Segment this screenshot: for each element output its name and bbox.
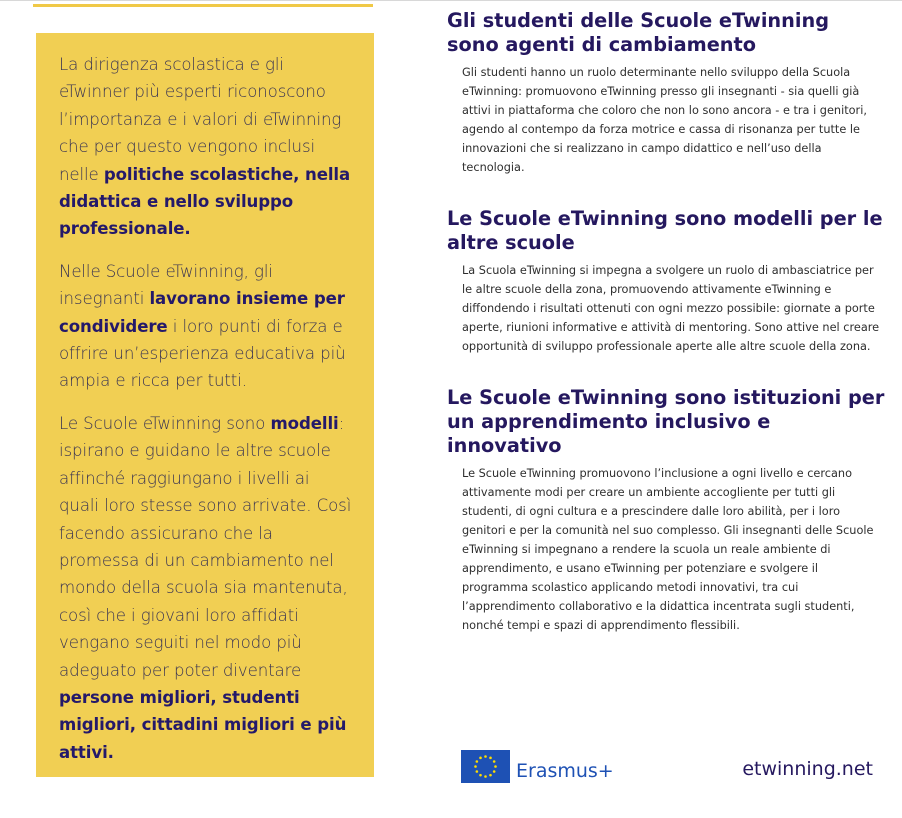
highlight-panel xyxy=(36,33,374,777)
section-heading: Gli studenti delle Scuole eTwinning sono agenti di cambiamento xyxy=(447,9,830,56)
eu-star-icon xyxy=(493,760,496,763)
footer-logos xyxy=(461,750,891,790)
eu-star-icon xyxy=(479,757,482,760)
content-column xyxy=(447,9,887,665)
section-models xyxy=(447,207,887,356)
eu-flag-icon xyxy=(461,750,510,783)
eu-star-icon xyxy=(493,770,496,773)
eu-star-icon xyxy=(479,774,482,777)
section-students xyxy=(447,9,887,177)
top-divider xyxy=(0,0,902,1)
eu-star-icon xyxy=(474,765,477,768)
panel-paragraph-models: Le Scuole eTwinning sono modelli: ispirano e guidano le altre scuole affinché raggiungano i livelli ai quali loro stesse sono arrivate. Così facendo assicurano che la promessa di un cambiamento nel mondo della scuola sia mantenuta, così che i giovani loro affidati vengano seguiti nel modo più adeguato per poter diventare persone migliori, studenti migliori, cittadini migliori e più attivi. xyxy=(59,413,352,762)
eu-star-icon xyxy=(484,755,487,758)
panel-paragraph-leadership: La dirigenza scolastica e gli eTwinner più esperti riconoscono l’importanza e i valori di eTwinning che per questo vengono inclusi nelle politiche scolastiche, nella didattica e nello sviluppo professionale. xyxy=(59,55,351,239)
section-heading: Le Scuole eTwinning sono istituzioni per un apprendimento inclusivo e innovativo xyxy=(447,386,885,457)
eu-star-icon xyxy=(489,757,492,760)
eu-star-icon xyxy=(476,760,479,763)
etwinning-site-link[interactable]: etwinning.net xyxy=(742,758,873,780)
section-heading: Le Scuole eTwinning sono modelli per le altre scuole xyxy=(447,207,883,254)
eu-star-icon xyxy=(484,775,487,778)
erasmus-plus-logo: Erasmus+ xyxy=(516,760,614,782)
section-body: Gli studenti hanno un ruolo determinante nello sviluppo della Scuola eTwinning: promuovono eTwinning presso gli insegnanti - sia quelli già attivi in piattaforma che coloro che non lo sono ancora - e tra i genitori, agendo al contempo da forza motrice e cassa di risonanza per tutte le innovazioni che si realizzano in campo didattico e nell’uso della tecnologia. xyxy=(462,66,867,174)
section-body: Le Scuole eTwinning promuovono l’inclusione a ogni livello e cercano attivamente modi per creare un ambiente accogliente per tutti gli studenti, di ogni cultura e a prescindere dalle loro abilità, per i loro genitori e per la comunità nel suo complesso. Gli insegnanti delle Scuole eTwinning si impegnano a rendere la scuola un reale ambiente di apprendimento, e usano eTwinning per potenziare e svolgere il programma scolastico applicando metodi innovativi, tra cui l’apprendimento collaborativo e la didattica incentrata sugli studenti, nonché tempi e spazi di apprendimento flessibili. xyxy=(462,467,874,632)
eu-star-icon xyxy=(489,774,492,777)
section-body: La Scuola eTwinning si impegna a svolgere un ruolo di ambasciatrice per le altre scuole della zona, promuovendo attivamente eTwinning e diffondendo i risultati ottenuti con ogni mezzo possibile: giornate a porte aperte, riunioni informative e attività di mentoring. Sono attive nel creare opportunità di sviluppo professionale aperte alle altre scuole della zona. xyxy=(462,264,880,353)
panel-paragraph-collaboration: Nelle Scuole eTwinning, gli insegnanti lavorano insieme per condividere i loro punti di forza e offrire un’esperienza educativa più ampia e ricca per tutti. xyxy=(59,261,346,391)
eu-star-icon xyxy=(494,765,497,768)
yellow-accent-bar xyxy=(33,4,373,7)
section-inclusive xyxy=(447,386,887,635)
eu-star-icon xyxy=(476,770,479,773)
